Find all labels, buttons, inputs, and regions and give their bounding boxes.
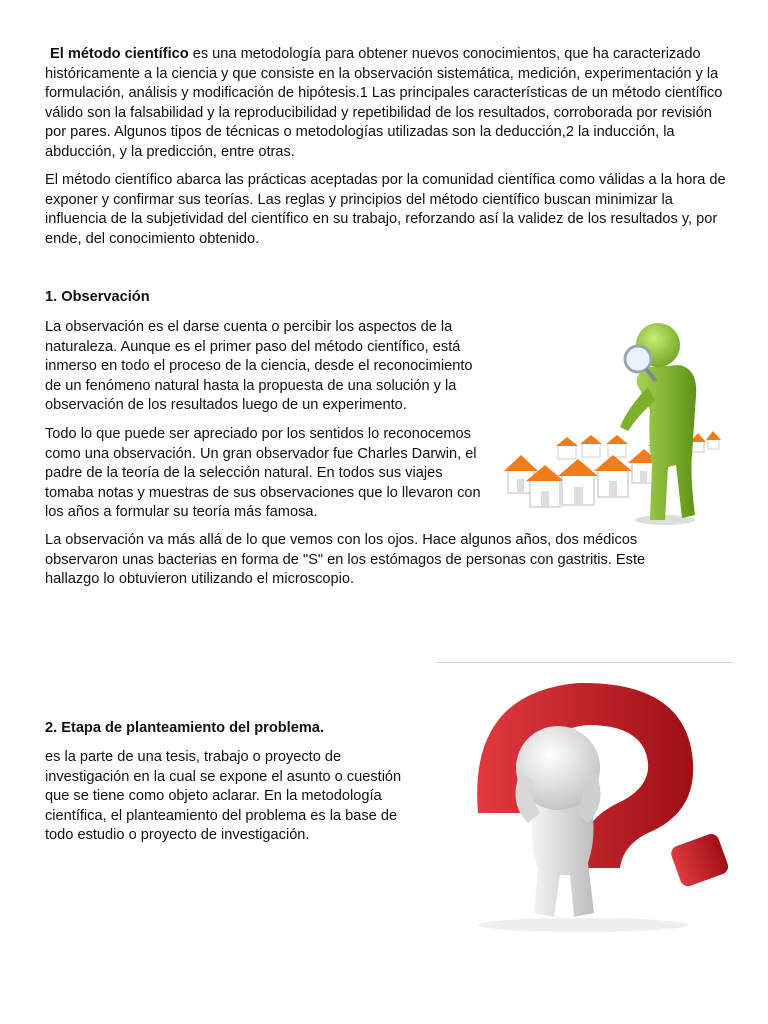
section1-heading: 1. Observación — [45, 289, 150, 305]
intro-paragraph — [45, 45, 735, 162]
intro-term: El método científico — [50, 46, 189, 62]
intro-text: es una metodología para obtener nuevos conocimientos, que ha caracterizado históricamente a la ciencia y que consiste en la observación sistemática, medición, experimentación y la formulación, análisis y modificación de hipótesis.1 Las principales características de un método científico válido son la falsabilidad y la reproducibilidad y repetibilidad de los resultados, corroborada por revisión por pares. Algunos tipos de técnicas o metodologías utilizadas son la deducción,2 la inducción, la abducción, y la predicción, entre otras. — [45, 46, 723, 160]
intro-paragraph-2: El método científico abarca las prácticas aceptadas por la comunidad científica como válidas a la hora de exponer y confirmar sus teorías. Las reglas y principios del método científico buscan minimizar la influencia de la subjetividad del científico en su trabajo, reforzando así la validez de los resultados y, por ende, del conocimiento obtenido. — [45, 172, 726, 247]
houses-front-row — [504, 449, 660, 507]
section1-paragraph-3: La observación va más allá de lo que vemos con los ojos. Hace algunos años, dos médicos observaron unas bacterias en forma de "S" en los estómagos de personas con gastritis. Este hallazgo lo obtuvieron utilizando el microscopio. — [45, 532, 646, 587]
observation-illustration — [500, 315, 725, 545]
green-figure — [620, 323, 696, 525]
question-mark-dot — [669, 832, 730, 889]
section2-paragraph-1: es la parte de una tesis, trabajo o proyecto de investigación en la cual se expone el asunto o cuestión que se tiene como objeto aclarar. En la metodología científica, el planteamiento del problema es la base de todo estudio o proyecto de investigación. — [45, 749, 402, 843]
section1-paragraph-2: Todo lo que puede ser apreciado por los sentidos lo reconocemos como una observación. Un gran observador fue Charles Darwin, el padre de la teoría de la selección natural. En todos sus viajes tomaba notas y muestras de sus observaciones que lo llevaron con los años a formular su teoría más famosa. — [45, 426, 481, 520]
section2-heading: 2. Etapa de planteamiento del problema. — [45, 720, 324, 736]
thinking-figure — [516, 726, 601, 917]
section1-paragraph-1: La observación es el darse cuenta o percibir los aspectos de la naturaleza. Aunque es el primer paso del método científico, está inmerso en todo el proceso de la ciencia, desde el reconocimiento de un fenómeno natural hasta la propuesta de una solución y la observación de los resultados luego de un experimento. — [45, 319, 473, 413]
question-illustration — [438, 663, 732, 935]
